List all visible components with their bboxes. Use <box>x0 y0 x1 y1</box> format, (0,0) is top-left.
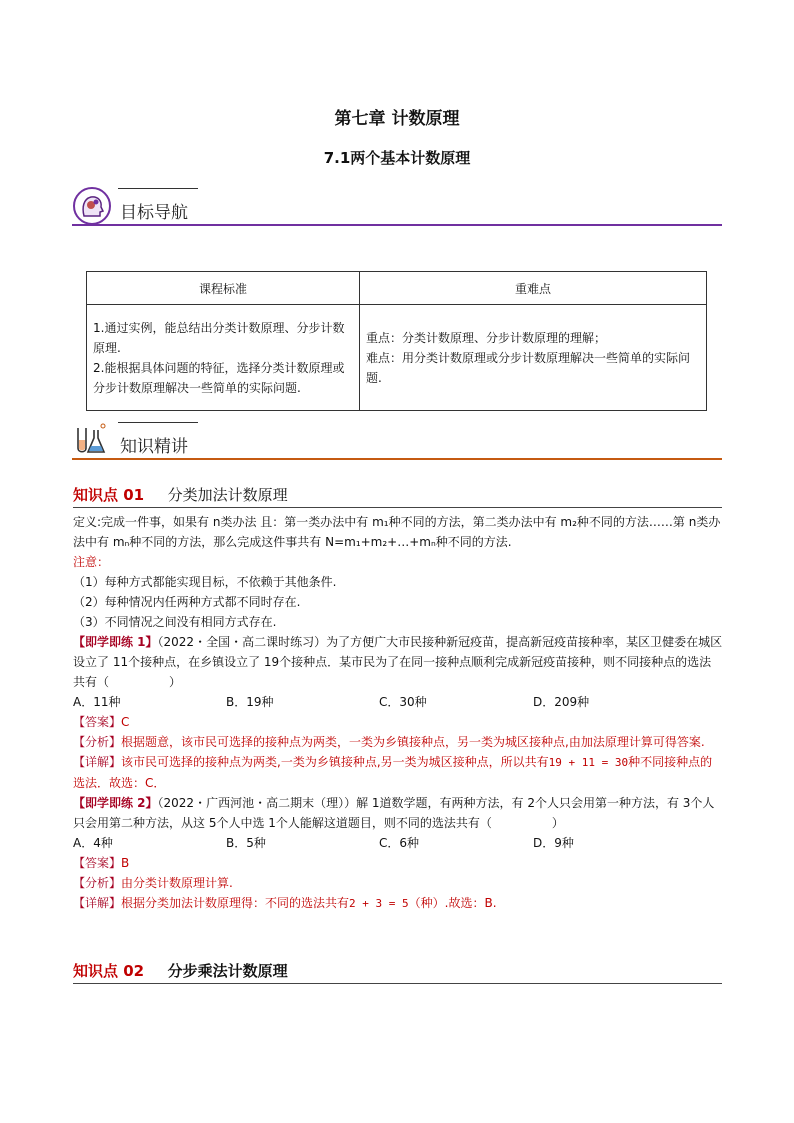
answer-value: B <box>121 856 130 870</box>
exercise-1 <box>73 632 723 692</box>
banner-underline <box>72 224 722 226</box>
option-b: B．19种 <box>226 695 274 709</box>
note-item: （2）每种情况内任两种方式都不同时存在. <box>73 595 301 609</box>
exercise-1-answer <box>73 712 723 732</box>
option-a: A．11种 <box>73 695 121 709</box>
definition-text: 定义:完成一件事，如果有 n类办法 且：第一类办法中有 m₁种不同的方法，第二类办法中有 m₂种不同的方法……第 n类办法中有 mₙ种不同的方法，那么完成这件事共有 N=m₁+m₂+…+mₙ种不同的方法. <box>73 515 721 549</box>
detail-tag: 【详解】 <box>73 755 122 769</box>
keypoints-cell <box>360 305 707 411</box>
exercise-1-detail <box>73 752 723 793</box>
note-item: （1）每种方式都能实现目标，不依赖于其他条件. <box>73 575 337 589</box>
knowledge-point-number: 知识点 01 <box>73 486 145 504</box>
detail-text: 该市民可选择的接种点为两类,一类为乡镇接种点,另一类为城区接种点，所以共有 <box>121 755 549 769</box>
knowledge-point-name: 分步乘法计数原理 <box>167 962 288 980</box>
banner-top-rule <box>118 422 198 423</box>
option-c: C．6种 <box>379 836 420 850</box>
goals-banner <box>72 186 722 228</box>
knowledge-point-name: 分类加法计数原理 <box>167 486 288 504</box>
banner-label: 目标导航 <box>120 203 188 223</box>
keypoint-item: 重点：分类计数原理、分步计数原理的理解； <box>366 330 607 345</box>
exercise-close-paren: ） <box>169 675 182 689</box>
option-d: D．209种 <box>533 695 590 709</box>
kp1-body <box>73 512 723 914</box>
exercise-2-options <box>73 833 723 853</box>
detail-formula: 2 + 3 = 5 <box>349 897 409 910</box>
note-title: 注意： <box>73 555 110 569</box>
exercise-text: （2022・广西河池・高二期末（理））解 1道数学题，有两种方法，有 2个人只会用第一种方法，有 3个人只会用第二种方法，从这 5个人中选 1个人能解这道题目，则不同的选法共有（ <box>73 796 715 830</box>
head-gears-icon <box>72 186 112 226</box>
table-header-standards: 课程标准 <box>87 272 360 305</box>
detail-text: 根据分类加法计数原理得：不同的选法共有 <box>121 896 350 910</box>
banner-underline <box>72 458 722 460</box>
exercise-text: （2022・全国・高二课时练习）为了方便广大市民接种新冠疫苗，提高新冠疫苗接种率，某区卫健委在城区设立了 11个接种点，在乡镇设立了 19个接种点．某市民为了在同一接种点顺利完成新冠疫苗接种，则不同接种点的选法共有（ <box>73 635 723 689</box>
knowledge-point-number: 知识点 02 <box>73 962 145 980</box>
banner-label: 知识精讲 <box>120 437 188 457</box>
detail-tag: 【详解】 <box>73 896 122 910</box>
exercise-tag: 【即学即练 2】 <box>73 796 158 810</box>
chemistry-flask-icon <box>72 420 112 460</box>
knowledge-banner <box>72 420 722 462</box>
option-a: A．4种 <box>73 836 113 850</box>
exercise-tag: 【即学即练 1】 <box>73 635 158 649</box>
detail-conclusion: 种不同接种点的选法．故选：C． <box>73 755 713 790</box>
analysis-text: 由分类计数原理计算. <box>121 876 233 890</box>
table-header-keypoints: 重难点 <box>360 272 707 305</box>
exercise-2-detail <box>73 893 723 914</box>
standard-item: 2.能根据具体问题的特征，选择分类计数原理或分步计数原理解决一些简单的实际问题. <box>93 360 345 395</box>
note-item: （3）不同情况之间没有相同方式存在. <box>73 615 277 629</box>
option-b: B．5种 <box>226 836 266 850</box>
analysis-tag: 【分析】 <box>73 876 122 890</box>
knowledge-point-02-heading <box>73 960 722 984</box>
answer-value: C <box>121 715 130 729</box>
exercise-close-paren: ） <box>551 816 564 830</box>
exercise-2 <box>73 793 723 833</box>
keypoint-item: 难点：用分类计数原理或分步计数原理解决一些简单的实际问题. <box>366 350 691 385</box>
option-c: C．30种 <box>379 695 427 709</box>
exercise-1-options <box>73 692 723 712</box>
answer-tag: 【答案】 <box>73 856 122 870</box>
standards-cell <box>87 305 360 411</box>
detail-conclusion: （种）.故选：B. <box>408 896 497 910</box>
exercise-2-answer <box>73 853 723 873</box>
detail-formula: 19 + 11 = 30 <box>548 756 629 769</box>
exercise-2-analysis <box>73 873 723 893</box>
knowledge-point-01-heading <box>73 484 722 508</box>
answer-tag: 【答案】 <box>73 715 122 729</box>
banner-top-rule <box>118 188 198 189</box>
standard-item: 1.通过实例，能总结出分类计数原理、分步计数原理. <box>93 320 345 355</box>
exercise-1-analysis <box>73 732 723 752</box>
analysis-tag: 【分析】 <box>73 735 122 749</box>
analysis-text: 根据题意，该市民可选择的接种点为两类，一类为乡镇接种点，另一类为城区接种点,由加法原理计算可得答案. <box>121 735 705 749</box>
chapter-title: 第七章 计数原理 <box>334 109 460 129</box>
goals-table <box>86 271 707 411</box>
section-title: 7.1两个基本计数原理 <box>323 149 471 167</box>
option-d: D．9种 <box>533 836 574 850</box>
